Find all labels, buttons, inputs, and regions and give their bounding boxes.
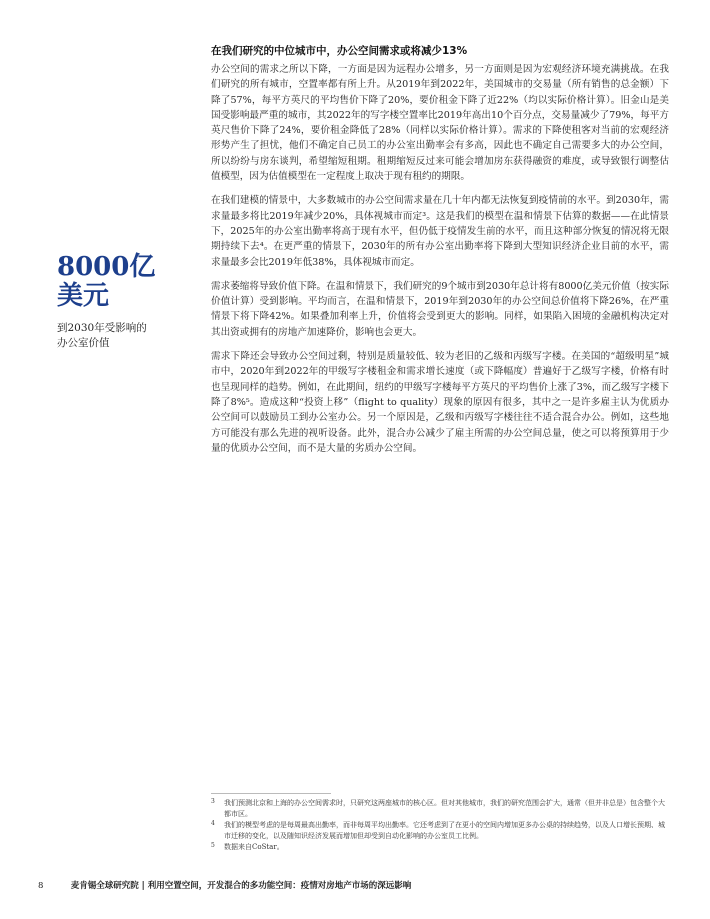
- page-footer: [38, 880, 678, 892]
- section-heading: 在我们研究的中位城市中，办公空间需求或将减少13%: [211, 45, 468, 57]
- footnote: [211, 820, 669, 841]
- footnote: [211, 798, 669, 819]
- paragraph-1: 办公空间的需求之所以下降，一方面是因为远程办公增多，另一方面则是因为宏观经济环境充满挑战。在我们研究的所有城市，空置率都有所上升。从2019年到2022年，美国城市的交易量（所有销售的总金额）下降了57%，每平方英尺的平均售价下降了20%，要价租金下降了近22%（均以实际价格计算）。旧金山是美国受影响最严重的城市，其2022年的写字楼空置率比2019年高出10个百分点，交易量减少了79%，每平方英尺售价下降了24%，要价租金降低了28%（同样以实际价格计算）。需求的下降使租客对当前的宏观经济形势产生了担忧，他们不确定自己员工的办公室出勤率会有多高，因此也不确定自己需要多大的办公空间，所以纷纷与房东谈判，希望缩短租期。租期缩短反过来可能会增加房东获得融资的难度，或导致银行调整估值模型，因为估值模型在一定程度上取决于现有租约的期限。: [211, 64, 669, 183]
- footnote-number: 5: [211, 842, 215, 849]
- footnote-text: 数据来自CoStar。: [224, 843, 284, 851]
- footnote-divider: [211, 793, 331, 794]
- callout-caption: 到2030年受影响的 办公室价值: [57, 322, 147, 349]
- footnote-text: 我们的模型考虑的是每周最高出勤率，而非每周平均出勤率。它还考虑到了在更小的空间内增加更多办公桌的持续趋势，以及人口增长预期、城市迁移的变化，以及随知识经济发展而增加但却受到自动化影响的办公室员工比例。: [224, 821, 665, 840]
- footnote-text: 我们预测北京和上海的办公空间需求时，只研究这两座城市的核心区。但对其他城市，我们的研究范围会扩大，通常（但并非总是）包含整个大都市区。: [224, 799, 665, 818]
- footnote: [211, 842, 669, 853]
- main-content: [211, 44, 669, 465]
- callout-stat: 8000亿 美元: [57, 252, 156, 311]
- footnote-number: 3: [211, 798, 215, 805]
- footnote-number: 4: [211, 820, 215, 827]
- footnotes: [211, 798, 669, 854]
- sidebar-callout: [57, 253, 197, 351]
- paragraph-4: 需求下降还会导致办公空间过剩，特别是质量较低、较为老旧的乙级和丙级写字楼。在美国的“超级明星”城市中，2020年到2022年的甲级写字楼租金和需求增长速度（或下降幅度）普遍好于乙级写字楼，价格有时也呈现同样的趋势。例如，在此期间，纽约的甲级写字楼每平方英尺的平均售价上涨了3%，而乙级写字楼下降了8%⁵。造成这种“投资上移”（flight to quality）现象的原因有很多，其中之一是许多雇主认为优质办公空间可以鼓励员工到办公室办公。另一个原因是，乙级和丙级写字楼往往不适合混合办公。例如，这些地方可能没有那么先进的视听设备。此外，混合办公减少了雇主所需的办公空间总量，使之可以将预算用于少量的优质办公空间，而不是大量的劣质办公空间。: [211, 351, 669, 454]
- paragraph-3: 需求萎缩将导致价值下降。在温和情景下，我们研究的9个城市到2030年总计将有8000亿美元价值（按实际价值计算）受到影响。平均而言，在温和情景下，2019年到2030年的办公空间总价值将下降26%，在严重情景下将下降42%。如果叠加利率上升，价值将会受到更大的影响。同样，如果陷入困境的金融机构决定对其出资或拥有的房地产加速降价，影响也会更大。: [211, 280, 669, 338]
- paragraph-2: 在我们建模的情景中，大多数城市的办公空间需求量在几十年内都无法恢复到疫情前的水平。到2030年，需求量最多将比2019年减少20%，具体视城市而定³。这是我们的模型在温和情景下估算的数据——在此情景下，2025年的办公室出勤率将高于现有水平，但仍低于疫情发生前的水平，而且这种部分恢复的情况将无限期持续下去⁴。在更严重的情景下，2030年的所有办公室出勤率将下降到大型知识经济企业目前的水平，需求量最多会比2019年低38%，具体视城市而定。: [211, 195, 669, 268]
- page-number: 8: [38, 881, 44, 891]
- footer-text: 麦肯锡全球研究院 | 利用空置空间，开发混合的多功能空间：疫情对房地产市场的深远影响: [70, 881, 412, 891]
